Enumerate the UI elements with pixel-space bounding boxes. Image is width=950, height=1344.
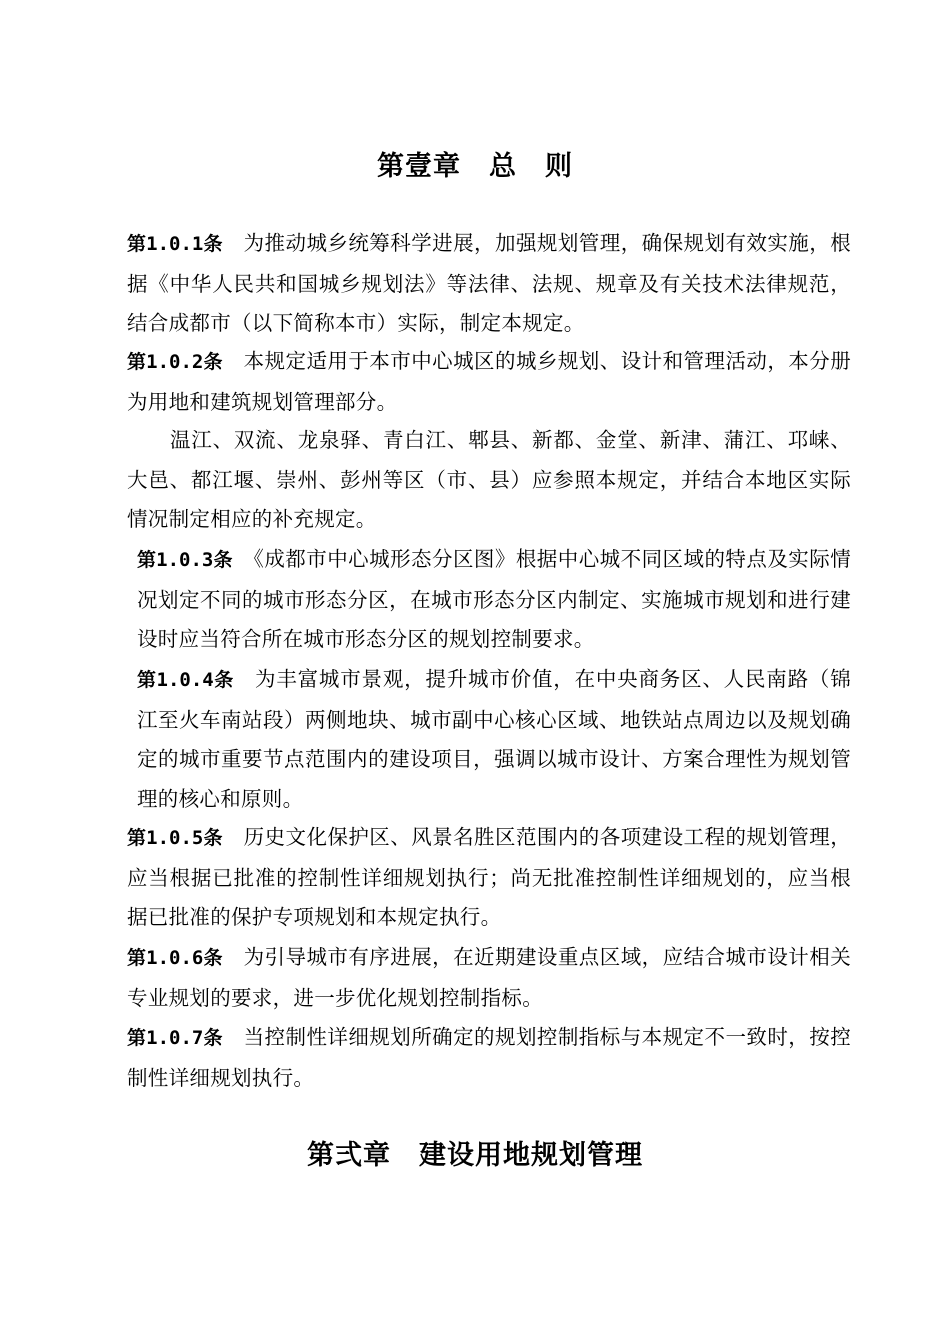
article-text: 为引导城市有序进展，在近期建设重点区域，应结合城市设计相关专业规划的要求，进一步优化规划控制指标。 [127, 945, 852, 1010]
article-number: 第1.0.2条 [127, 351, 223, 373]
chapter-2-title: 第弍章 建设用地规划管理 [307, 1140, 643, 1171]
article-1-0-5 [127, 818, 851, 938]
article-1-0-2-paragraph-2 [127, 421, 851, 540]
article-1-0-4 [137, 660, 851, 819]
article-number: 第1.0.3条 [137, 549, 233, 571]
article-text: 温江、双流、龙泉驿、青白江、郫县、新都、金堂、新津、蒲江、邛崃、大邑、都江堰、崇州、彭州等区（市、县）应参照本规定，并结合本地区实际情况制定相应的补充规定。 [127, 428, 851, 531]
article-number: 第1.0.5条 [127, 827, 223, 849]
article-1-0-7 [127, 1018, 851, 1098]
article-1-0-6 [127, 938, 851, 1018]
article-number: 第1.0.4条 [137, 669, 234, 691]
article-text: 历史文化保护区、风景名胜区范围内的各项建设工程的规划管理，应当根据已批准的控制性详细规划执行；尚无批准控制性详细规划的，应当根据已批准的保护专项规划和本规定执行。 [127, 825, 852, 929]
article-number: 第1.0.1条 [127, 233, 223, 255]
article-number: 第1.0.6条 [127, 947, 223, 969]
article-text: 当控制性详细规划所确定的规划控制指标与本规定不一致时，按控制性详细规划执行。 [127, 1025, 852, 1090]
chapter-1-title: 第壹章 总 则 [377, 151, 573, 182]
article-text: 《成都市中心城形态分区图》根据中心城不同区域的特点及实际情况划定不同的城市形态分区，在城市形态分区内制定、实施城市规划和进行建设时应当符合所在城市形态分区的规划控制要求。 [137, 547, 851, 651]
article-text: 为推动城乡统筹科学进展，加强规划管理，确保规划有效实施，根据《中华人民共和国城乡规划法》等法律、法规、规章及有关技术法律规范，结合成都市（以下简称本市）实际，制定本规定。 [127, 231, 852, 335]
article-number: 第1.0.7条 [127, 1027, 223, 1049]
article-1-0-3 [137, 540, 851, 660]
article-1-0-1 [127, 224, 851, 344]
article-text: 本规定适用于本市中心城区的城乡规划、设计和管理活动，本分册为用地和建筑规划管理部分。 [127, 349, 852, 414]
article-1-0-2 [127, 342, 851, 422]
article-text: 为丰富城市景观，提升城市价值，在中央商务区、人民南路（锦江至火车南站段）两侧地块、城市副中心核心区域、地铁站点周边以及规划确定的城市重要节点范围内的建设项目，强调以城市设计、方案合理性为规划管理的核心和原则。 [137, 667, 852, 811]
